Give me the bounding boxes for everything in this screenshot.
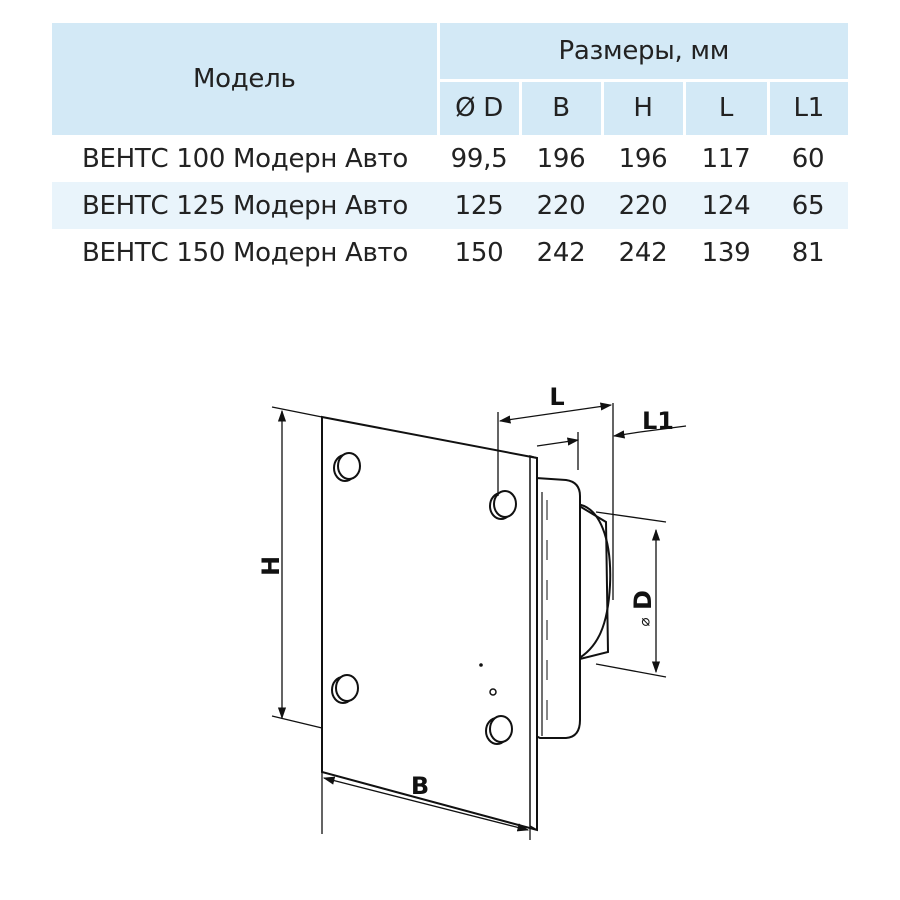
column-header-h: H — [602, 80, 684, 135]
value-l: 124 — [684, 182, 768, 229]
screw-icon — [490, 491, 516, 519]
value-h: 196 — [618, 143, 668, 174]
value-b: 220 — [520, 182, 602, 229]
front-panel — [322, 417, 537, 830]
model-name: ВЕНТС 150 Модерн Авто — [82, 237, 408, 268]
value-d: 99,5 — [450, 143, 508, 174]
label-l: L — [549, 383, 565, 411]
label-h: H — [257, 555, 285, 577]
model-name: ВЕНТС 100 Модерн Авто — [82, 143, 408, 174]
column-header-d: Ø D — [438, 80, 520, 135]
value-l1: 65 — [768, 182, 848, 229]
indicator-dot — [479, 663, 483, 667]
screw-icon — [486, 716, 512, 744]
column-header-b: B — [520, 80, 602, 135]
model-name: ВЕНТС 125 Модерн Авто — [52, 182, 438, 229]
label-d: D — [629, 590, 657, 610]
column-header-l1: L1 — [768, 80, 848, 135]
value-l1: 60 — [791, 143, 825, 174]
model-column-header: Модель — [52, 23, 438, 135]
value-l: 139 — [701, 237, 751, 268]
value-b: 196 — [536, 143, 586, 174]
screw-icon — [332, 675, 358, 703]
screw-icon — [334, 453, 360, 481]
value-b: 242 — [536, 237, 586, 268]
value-h: 220 — [602, 182, 684, 229]
diameter-icon: ⌀ — [635, 617, 654, 627]
value-d: 150 — [454, 237, 504, 268]
value-h: 242 — [618, 237, 668, 268]
fan-duct — [576, 504, 610, 660]
label-b: B — [410, 772, 430, 800]
value-d: 125 — [438, 182, 520, 229]
value-l1: 81 — [791, 237, 825, 268]
column-header-l: L — [684, 80, 768, 135]
sensor-icon — [490, 689, 496, 695]
value-l: 117 — [701, 143, 751, 174]
label-l1: L1 — [642, 407, 674, 435]
sizes-group-header: Размеры, мм — [438, 23, 848, 80]
motor-housing — [536, 478, 580, 738]
